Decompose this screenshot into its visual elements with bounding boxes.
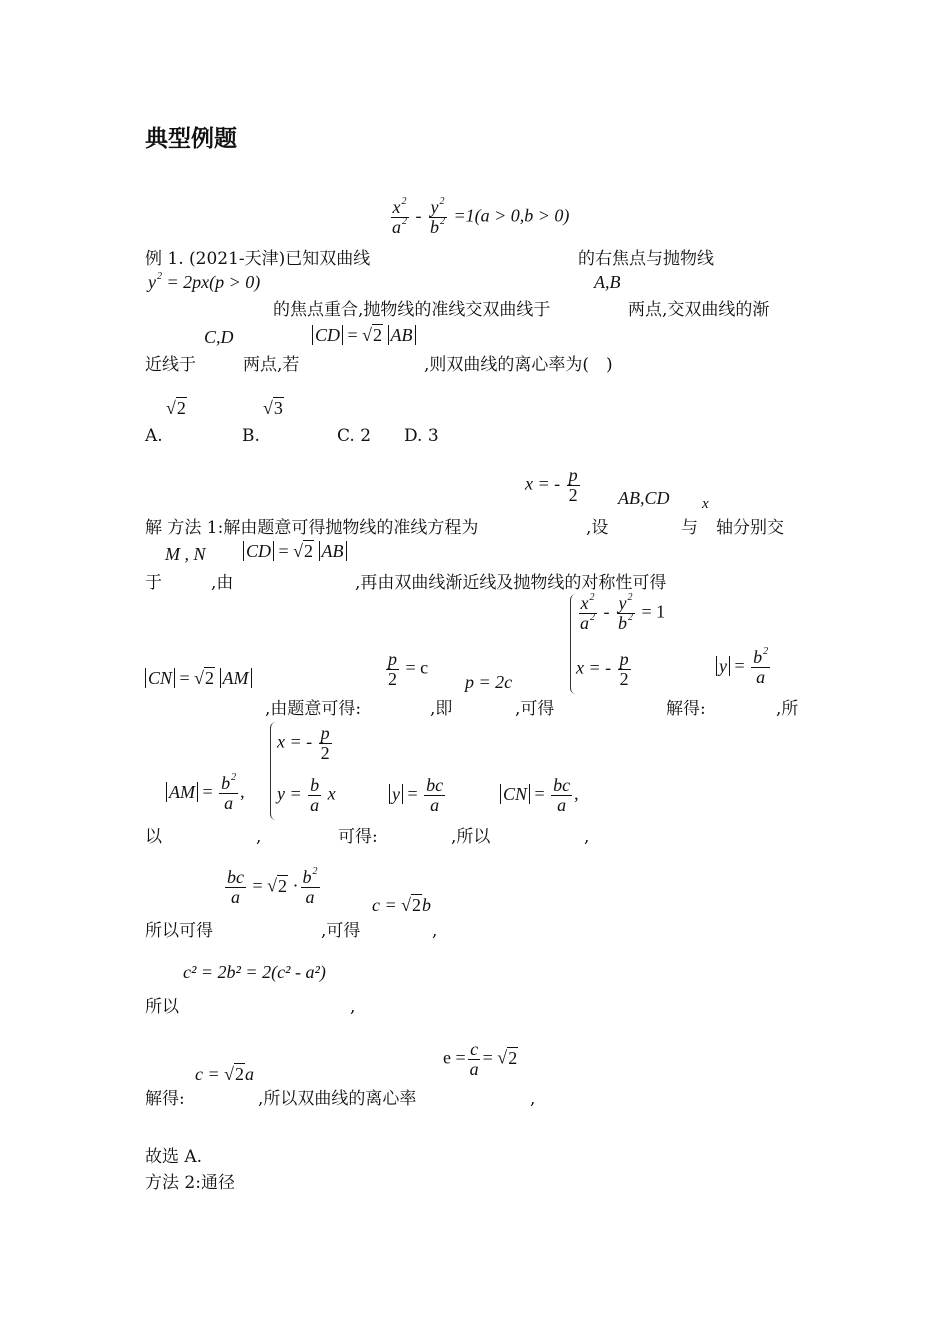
solution-line-3b: ,即 [430,699,453,719]
equation-c-sqrt2-b: c = √2b [372,895,432,915]
example-line-1-prefix: 例 1. (2021-天津)已知双曲线 [145,249,371,269]
example-line-2: 的焦点重合,抛物线的准线交双曲线于 [273,300,551,320]
system-1-eq2: x = - $\frac{p}{2}$ [576,649,629,689]
equation-p-half-c: $\frac{p}{2}$ = c [388,649,429,689]
solution-line-3d: 解得: [666,699,706,719]
solution-line-1c: 与 [681,518,698,538]
solution-line-1d: 轴分别交 [716,518,784,538]
solution-line-4d: ,所以 [451,827,491,847]
fraction-x2-a2: $\frac{x^2}{a^2}$ [392,196,407,237]
equation-CN-AM: CN = √2 AM [145,668,252,689]
solution-line-5a: 所以可得 [145,921,213,941]
example-line-1-suffix: 的右焦点与抛物线 [578,249,714,269]
option-d: D. 3 [404,426,439,446]
hyperbola-equation: $\frac{x^2}{a^2}$ - $\frac{y^2}{b^2}$ =1(a > 0,b > 0) [392,196,570,237]
equation-y-bc-a: y = $\frac{bc}{a}$ [389,776,447,815]
points-CD: C,D [204,327,234,347]
solution-line-4a: 以 [145,827,162,847]
solution-line-7b: ,所以双曲线的离心率 [258,1089,417,1109]
solution-line-2b: ,由 [211,573,234,593]
equation-eccentricity: e = $\frac{c}{a}$ = √2 [443,1039,518,1079]
option-b: B. [242,426,260,446]
solution-line-6b: , [350,997,356,1017]
fraction-y2-b2: $\frac{y^2}{b^2}$ [430,196,445,237]
solution-line-3a: ,由题意可得: [265,699,362,719]
solution-line-1a: 解 方法 1:解由题意可得抛物线的准线方程为 [145,518,479,538]
solution-line-7c: , [530,1089,536,1109]
system-1-eq1: $\frac{x^2}{a^2}$ - $\frac{y^2}{b^2}$ = 1 [580,592,666,633]
condition-CD-AB: CD = √2 AB [312,325,416,346]
points-AB: A,B [594,272,621,292]
points-MN: M , N [165,544,206,564]
parabola-equation: $y^2 = 2px(p > 0)$ [148,271,261,292]
system-2-eq2: y = $\frac{b}{a}$ x [277,775,336,815]
answer-line: 故选 A. [145,1147,203,1167]
x-axis-symbol: x [702,496,709,512]
equation-bc-sqrt2-b2: $\frac{bc}{a}$ = √2 · $\frac{b^2}{a}$ [227,866,318,907]
method-2-line: 方法 2:通径 [145,1173,235,1193]
directrix-equation: x = - $\frac{p}{2}$ [525,465,578,505]
solution-line-4e: , [584,827,590,847]
solution-line-4b: , [256,827,262,847]
solution-line-1b: ,设 [586,518,609,538]
solution-line-3e: ,所 [776,699,799,719]
equation-AM: AM = $\frac{b^2}{a}$ , [166,774,245,813]
equation-CN-bc-a: CN = $\frac{bc}{a}$ , [500,776,579,815]
example-line-2-mid: 两点,交双曲线的渐 [628,300,770,320]
section-heading: 典型例题 [145,126,237,152]
option-a: A. [145,426,163,446]
option-a-value: √2 [166,398,186,418]
option-b-value: √3 [263,398,283,418]
solution-line-7a: 解得: [145,1089,185,1109]
solution-line-4c: 可得: [338,827,378,847]
equation-c2-2b2: c² = 2b² = 2(c² - a²) [183,962,326,982]
solution-line-3c: ,可得 [515,699,555,719]
solution-line-5b: ,可得 [321,921,361,941]
equation-c-sqrt2-a: c = √2a [195,1064,255,1084]
system-2-eq1: x = - $\frac{p}{2}$ [277,723,330,763]
solution-line-5c: , [432,921,438,941]
solution-line-2c: ,再由双曲线渐近线及抛物线的对称性可得 [355,573,667,593]
equation-y-b2-a: y = $\frac{b^2}{a}$ [716,648,772,687]
example-line-3b: 两点,若 [243,355,300,375]
option-c: C. 2 [337,426,372,446]
solution-line-2a: 于 [145,573,162,593]
solution-line-6a: 所以 [145,997,179,1017]
example-line-3c: ,则双曲线的离心率为( ) [424,355,613,375]
example-line-3a: 近线于 [145,355,196,375]
lines-AB-CD: AB,CD [618,488,670,508]
condition-CD-AB-2: CD = √2 AB [243,541,347,562]
equation-p-2c: p = 2c [465,672,513,692]
